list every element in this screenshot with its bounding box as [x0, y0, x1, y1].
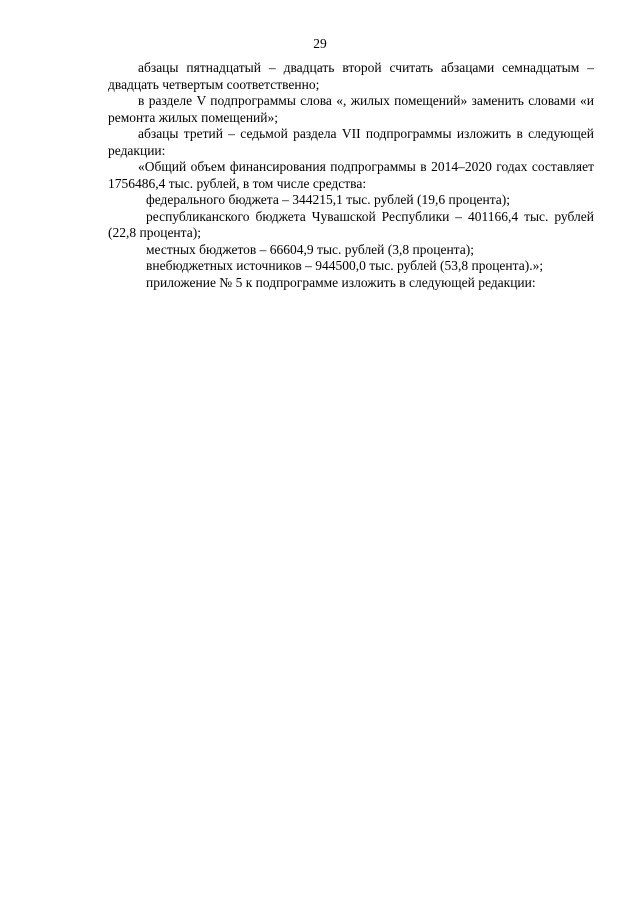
paragraph-extrabudgetary-sources: внебюджетных источников – 944500,0 тыс. рублей (53,8 процента).»;	[146, 258, 544, 273]
paragraph-federal-budget: федерального бюджета – 344215,1 тыс. рублей (19,6 процента);	[146, 192, 510, 207]
paragraph-total-financing: «Общий объем финансирования подпрограммы в 2014–2020 годах составляет 1756486,4 тыс. рублей, в том числе средства:	[108, 159, 594, 191]
paragraph-republican-budget: республиканского бюджета Чувашской Республики – 401166,4 тыс. рублей (22,8 процента);	[108, 208, 594, 240]
paragraph-section-v-amendment: в разделе V подпрограммы слова «, жилых помещений» заменить словами «и ремонта жилых помещений»;	[108, 93, 594, 125]
paragraph-local-budgets: местных бюджетов – 66604,9 тыс. рублей (3,8 процента);	[146, 241, 474, 257]
page-number: 29	[313, 36, 327, 51]
paragraph-section-vii-amendment: абзацы третий – седьмой раздела VII подпрограммы изложить в следующей редакции:	[108, 126, 594, 158]
paragraph-appendix-5: приложение № 5 к подпрограмме изложить в следующей редакции:	[146, 274, 536, 290]
paragraph-renumber-clauses: абзацы пятнадцатый – двадцать второй считать абзацами семнадцатым – двадцать четвертым соответственно;	[108, 60, 594, 92]
document-body	[108, 60, 594, 291]
